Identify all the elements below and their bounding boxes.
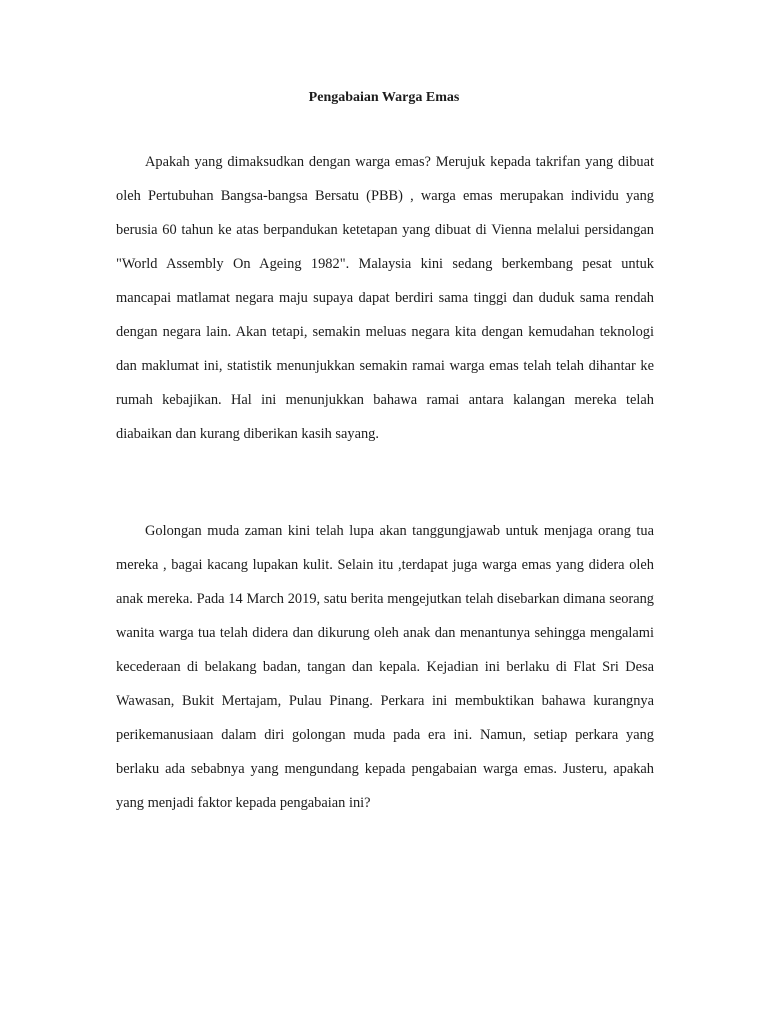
paragraph-1: Apakah yang dimaksudkan dengan warga emas? Merujuk kepada takrifan yang dibuat oleh Pertubuhan Bangsa-bangsa Bersatu (PBB) , warga emas merupakan individu yang berusia 60 tahun ke atas berpandukan ketetapan yang dibuat di Vienna melalui persidangan "World Assembly On Ageing 1982". Malaysia kini sedang berkembang pesat untuk mancapai matlamat negara maju supaya dapat berdiri sama tinggi dan duduk sama rendah dengan negara lain. Akan tetapi, semakin meluas negara kita dengan kemudahan teknologi dan maklumat ini, statistik menunjukkan semakin ramai warga emas telah telah dihantar ke rumah kebajikan. Hal ini menunjukkan bahawa ramai antara kalangan mereka telah diabaikan dan kurang diberikan kasih sayang. (116, 154, 654, 442)
paragraph-2: Golongan muda zaman kini telah lupa akan tanggungjawab untuk menjaga orang tua mereka , bagai kacang lupakan kulit. Selain itu ,terdapat juga warga emas yang didera oleh anak mereka. Pada 14 March 2019, satu berita mengejutkan telah disebarkan dimana seorang wanita warga tua telah didera dan dikurung oleh anak dan menantunya sehingga mengalami kecederaan di belakang badan, tangan dan kepala. Kejadian ini berlaku di Flat Sri Desa Wawasan, Bukit Mertajam, Pulau Pinang. Perkara ini membuktikan bahawa kurangnya perikemanusiaan dalam diri golongan muda pada era ini. Namun, setiap perkara yang berlaku ada sebabnya yang mengundang kepada pengabaian warga emas. Justeru, apakah yang menjadi faktor kepada pengabaian ini? (116, 523, 654, 811)
document-title: Pengabaian Warga Emas (308, 90, 460, 105)
